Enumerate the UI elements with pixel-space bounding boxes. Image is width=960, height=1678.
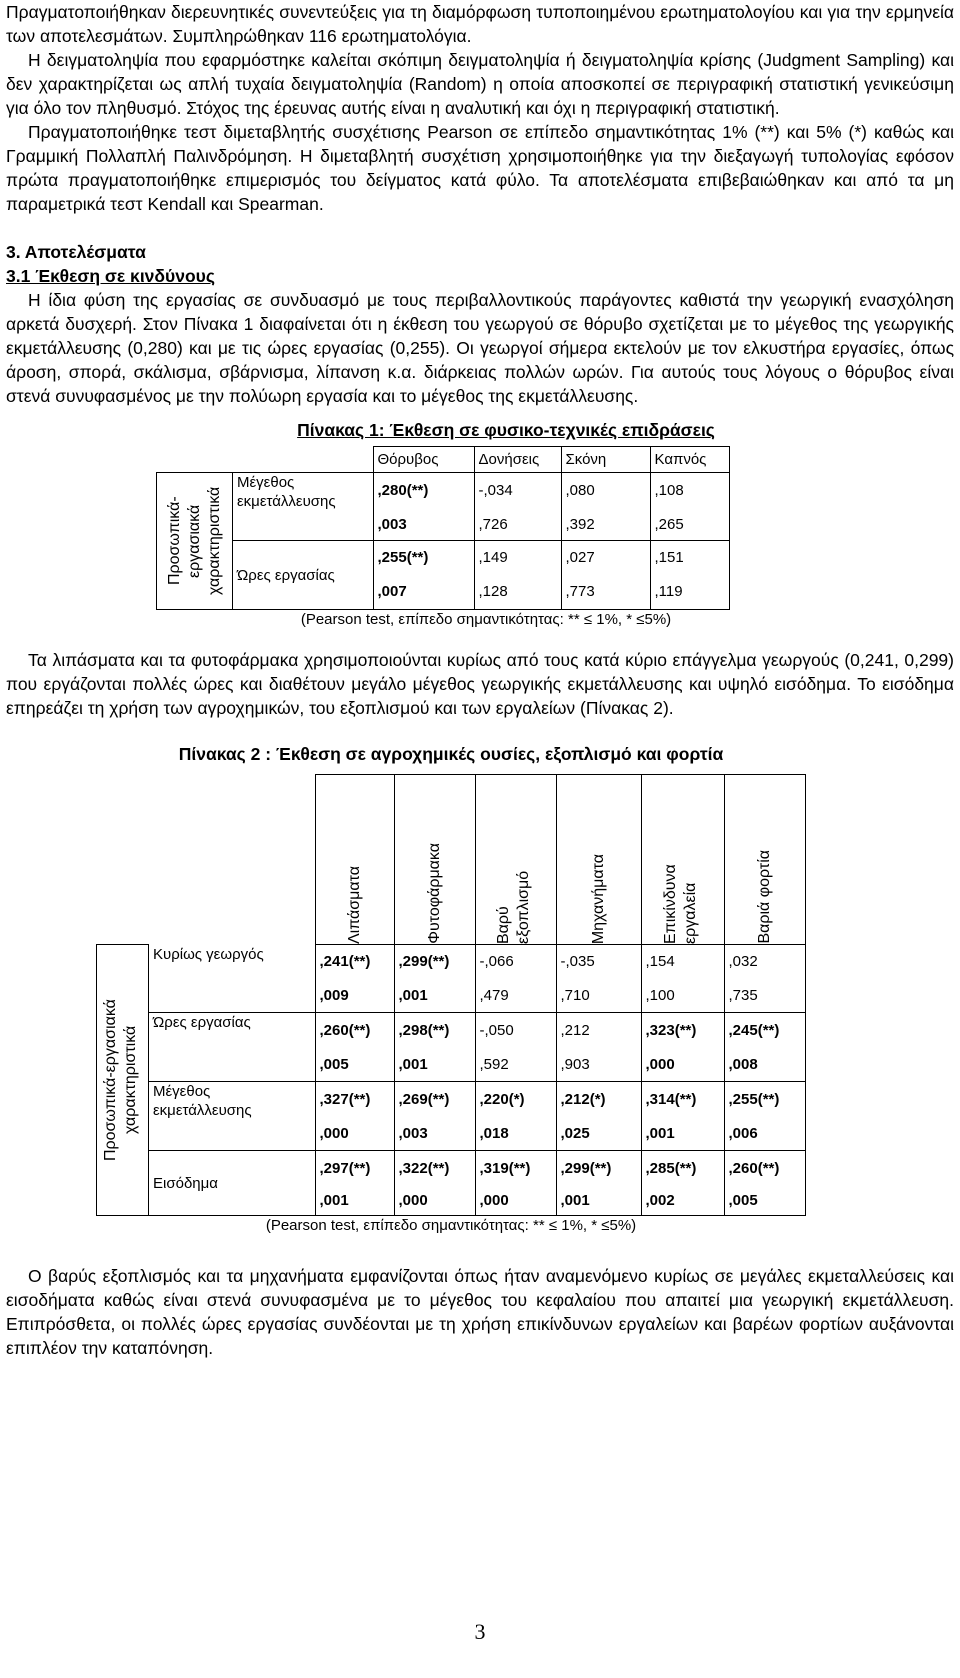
- table2-cell: ,327(**): [315, 1082, 394, 1117]
- table2: [96, 774, 806, 1216]
- table2-cell: -,066: [475, 945, 556, 979]
- table2-cell: ,000: [315, 1117, 394, 1151]
- table2-cell: ,000: [641, 1048, 724, 1082]
- table2-cell: ,025: [556, 1117, 641, 1151]
- table2-cell: ,005: [724, 1186, 805, 1216]
- table1-cell: ,773: [561, 574, 650, 610]
- table2-cell: ,005: [315, 1048, 394, 1082]
- table2-cell: -,050: [475, 1013, 556, 1048]
- table2-col-header: Επικίνδυνα εργαλεία: [661, 864, 699, 944]
- table2-cell: ,001: [315, 1186, 394, 1216]
- table2-cell: ,297(**): [315, 1151, 394, 1186]
- table1-cell: ,265: [650, 509, 729, 541]
- paragraph-exposure: Η ίδια φύση της εργασίας σε συνδυασμό με τους περιβαλλοντικούς παράγοντες καθιστά την γεωργική ενασχόληση αρκετά δυσχερή. Στον Πίνακα 1 διαφαίνεται ότι η έκθεση του γεωργού σε θόρυβο σχετίζεται με το μέγεθος της γεωργικής εκμετάλλευσης (0,280) και με τις ώρες εργασίας (0,255). Οι γεωργοί σήμερα εκτελούν με τον ελκυστήρα εργασίες, όπως άροση, σπορά, σκάλισμα, σβάρνισμα, λίπανση κ.α. διάρκειας πολλών ωρών. Για αυτούς τους λόγους ο θόρυβος είναι στενά συνυφασμένος με την πολύωρη εργασία και το μέγεθος της εκμετάλλευσης.: [6, 290, 954, 406]
- table2-note: (Pearson test, επίπεδο σημαντικότητας: ** ≤ 1%, * ≤5%): [265, 1217, 637, 1234]
- table2-cell: ,002: [641, 1186, 724, 1216]
- paragraph-pearson: Πραγματοποιήθηκε τεστ διμεταβλητής συσχέτισης Pearson σε επίπεδο σημαντικότητας 1% (**) και 5% (*) καθώς και Γραμμική Πολλαπλή Παλινδρόμηση. Η διμεταβλητή συσχέτιση χρησιμοποιήθηκε για την διεξαγωγή τυπολογίας εφόσον πρώτα πραγματοποιήθηκε επιμερισμός του δείγματος κατά φύλο. Τα αποτελέσματα επιβεβαιώθηκαν και από τα μη παραμετρικά τεστ Kendall και Spearman.: [6, 122, 954, 214]
- table2-cell: ,319(**): [475, 1151, 556, 1186]
- table1-cell: ,255(**): [373, 541, 474, 574]
- table1-block: [156, 418, 856, 630]
- table2-cell: ,212(*): [556, 1082, 641, 1117]
- paragraph-interviews: Πραγματοποιήθηκαν διερευνητικές συνεντεύξεις για τη διαμόρφωση τυποποιημένου ερωτηματολογίου και για την ερμηνεία των αποτελεσμάτων. Συμπληρώθηκαν 116 ερωτηματολόγια.: [6, 2, 954, 46]
- paragraph-agrochemicals: Τα λιπάσματα και τα φυτοφάρμακα χρησιμοποιούνται κυρίως από τους κατά κύριο επάγγελμα γεωργούς (0,241, 0,299) που εργάζονται πολλές ώρες και διαθέτουν μεγάλο μέγεθος γεωργικής εκμετάλλευσης και υψηλό εισόδημα. Το εισόδημα επηρεάζει τη χρήση των αγροχημικών, του εξοπλισμού και των εργαλείων (Πίνακας 2).: [6, 650, 954, 718]
- table2-cell: -,035: [556, 945, 641, 979]
- table2-row-label: Ώρες εργασίας: [149, 1013, 316, 1082]
- table1-col-header: Θόρυβος: [373, 447, 474, 473]
- table1-col-header: Σκόνη: [561, 447, 650, 473]
- table1-caption: Πίνακας 1: Έκθεση σε φυσικο-τεχνικές επιδράσεις: [297, 420, 715, 440]
- table1-cell: ,027: [561, 541, 650, 574]
- table2-row-label: Εισόδημα: [149, 1151, 316, 1216]
- table1-cell: ,151: [650, 541, 729, 574]
- table1-cell: ,080: [561, 473, 650, 509]
- table2-cell: ,260(**): [724, 1151, 805, 1186]
- table2-group-label: Προσωπικά-εργασιακά χαρακτηριστικά: [101, 999, 139, 1161]
- table2-row-label: Κυρίως γεωργός: [149, 945, 316, 1013]
- table1-note: (Pearson test, επίπεδο σημαντικότητας: ** ≤ 1%, * ≤5%): [300, 611, 672, 628]
- table2-cell: ,000: [475, 1186, 556, 1216]
- table1-cell: ,119: [650, 574, 729, 610]
- table2-cell: ,299(**): [394, 945, 475, 979]
- table1-cell: ,392: [561, 509, 650, 541]
- table1-group-label: Προσωπικά-εργασιακά χαρακτηριστικά: [165, 486, 223, 596]
- table1-cell: ,003: [373, 509, 474, 541]
- paragraph-equipment: Ο βαρύς εξοπλισμός και τα μηχανήματα εμφανίζονται όπως ήταν αναμενόμενο κυρίως σε μεγάλες εκμεταλλεύσεις και εισοδήματα καθώς είναι στενά συνυφασμένα με το μέγεθος του κεφαλαίου που απαιτεί μια γεωργική εκμετάλλευση. Επιπρόσθετα, οι πολλές ώρες εργασίας συνδέονται με τη χρήση επικίνδυνων εργαλείων και βαρέων φορτίων αυξάνονται επιπλέον την καταπόνηση.: [6, 1266, 954, 1358]
- table2-col-header: Βαριά φορτία: [755, 850, 773, 944]
- section-heading: 3. Αποτελέσματα: [6, 242, 146, 262]
- table2-cell: ,220(*): [475, 1082, 556, 1117]
- subsection-heading: 3.1 Έκθεση σε κινδύνους: [6, 266, 215, 286]
- table2-cell: ,323(**): [641, 1013, 724, 1048]
- table1-cell: ,128: [474, 574, 561, 610]
- table2-cell: ,000: [394, 1186, 475, 1216]
- table1-cell: ,108: [650, 473, 729, 509]
- table2-cell: ,322(**): [394, 1151, 475, 1186]
- table1-cell: ,007: [373, 574, 474, 610]
- table2-col-header: Μηχανήματα: [589, 853, 607, 944]
- page-content: [6, 0, 954, 1360]
- table2-col-header: Βαρύ εξοπλισμό: [494, 870, 532, 944]
- table2-cell: ,009: [315, 979, 394, 1013]
- table2-cell: ,001: [641, 1117, 724, 1151]
- table2-cell: ,710: [556, 979, 641, 1013]
- table2-cell: ,479: [475, 979, 556, 1013]
- table2-cell: ,260(**): [315, 1013, 394, 1048]
- table1-cell: -,034: [474, 473, 561, 509]
- table2-cell: ,018: [475, 1117, 556, 1151]
- table1-row-label: Ώρες εργασίας: [233, 541, 374, 610]
- table2-cell: ,298(**): [394, 1013, 475, 1048]
- table1-col-header: Καπνός: [650, 447, 729, 473]
- table1-cell: ,280(**): [373, 473, 474, 509]
- table2-cell: ,255(**): [724, 1082, 805, 1117]
- table2-cell: ,154: [641, 945, 724, 979]
- table2-cell: ,003: [394, 1117, 475, 1151]
- table2-block: [96, 742, 876, 1236]
- table2-caption: Πίνακας 2 : Έκθεση σε αγροχημικές ουσίες, εξοπλισμό και φορτία: [178, 744, 724, 764]
- table2-cell: ,032: [724, 945, 805, 979]
- table2-col-header: Λιπάσματα: [345, 866, 363, 944]
- table2-cell: ,269(**): [394, 1082, 475, 1117]
- table1-cell: ,726: [474, 509, 561, 541]
- table1-row-label: Μέγεθος εκμετάλλευσης: [233, 473, 374, 541]
- table1-col-header: Δονήσεις: [474, 447, 561, 473]
- table2-cell: ,299(**): [556, 1151, 641, 1186]
- table2-cell: ,001: [556, 1186, 641, 1216]
- table2-row-label: Μέγεθος εκμετάλλευσης: [149, 1082, 316, 1151]
- table2-cell: ,100: [641, 979, 724, 1013]
- table2-cell: ,314(**): [641, 1082, 724, 1117]
- table2-cell: ,001: [394, 1048, 475, 1082]
- table2-cell: ,592: [475, 1048, 556, 1082]
- table2-cell: ,735: [724, 979, 805, 1013]
- table2-cell: ,903: [556, 1048, 641, 1082]
- table2-cell: ,212: [556, 1013, 641, 1048]
- paragraph-sampling: Η δειγματοληψία που εφαρμόστηκε καλείται σκόπιμη δειγματοληψία ή δειγματοληψία κρίσης (Judgment Sampling) και δεν χαρακτηρίζεται ως απλή τυχαία δειγματοληψία (Random) η οποία αποσκοπεί σε περιγραφική στατιστική γενικεύσιμη για όλο τον πληθυσμό. Στόχος της έρευνας αυτής είναι η αναλυτική και όχι η περιγραφική στατιστική.: [6, 50, 954, 118]
- table2-cell: ,285(**): [641, 1151, 724, 1186]
- table2-cell: ,241(**): [315, 945, 394, 979]
- table2-cell: ,006: [724, 1117, 805, 1151]
- table1: [156, 446, 730, 610]
- table1-cell: ,149: [474, 541, 561, 574]
- table2-col-header: Φυτοφάρμακα: [425, 843, 443, 944]
- table2-cell: ,008: [724, 1048, 805, 1082]
- table2-cell: ,001: [394, 979, 475, 1013]
- page-number: 3: [474, 1619, 486, 1644]
- table2-cell: ,245(**): [724, 1013, 805, 1048]
